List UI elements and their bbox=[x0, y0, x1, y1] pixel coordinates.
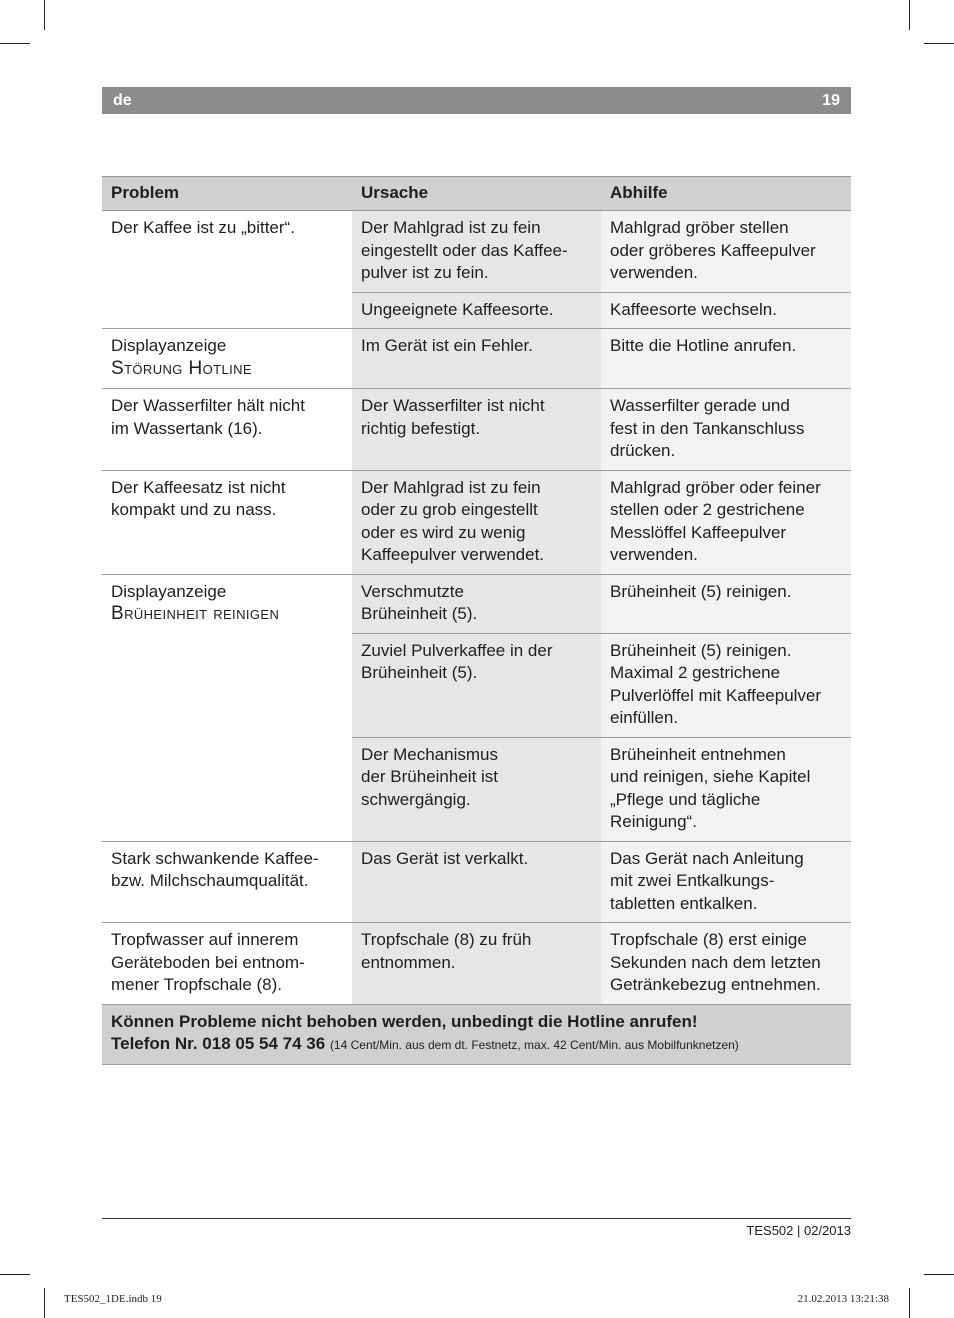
column-header-cause: Ursache bbox=[352, 177, 601, 211]
cause-cell: Das Gerät ist verkalkt. bbox=[352, 841, 601, 923]
page-header bbox=[102, 87, 851, 114]
crop-mark bbox=[0, 1274, 30, 1275]
table-row bbox=[102, 389, 851, 471]
hotline-rates: (14 Cent/Min. aus dem dt. Festnetz, max. 42 Cent/Min. aus Mobilfunknetzen) bbox=[329, 1038, 739, 1052]
troubleshooting-table bbox=[102, 176, 851, 1065]
problem-cell: Der Kaffee ist zu „bitter“. bbox=[102, 211, 352, 329]
cause-cell: Der Wasserfilter ist nicht richtig befestigt. bbox=[352, 389, 601, 471]
language-code: de bbox=[113, 92, 132, 109]
problem-cell: Tropfwasser auf innerem Geräteboden bei entnom- mener Tropfschale (8). bbox=[102, 923, 352, 1005]
problem-cell: Der Kaffeesatz ist nicht kompakt und zu nass. bbox=[102, 470, 352, 574]
remedy-cell: Kaffeesorte wechseln. bbox=[601, 292, 851, 329]
cause-cell: Der Mechanismus der Brüheinheit ist schwergängig. bbox=[352, 737, 601, 841]
footer-rule bbox=[102, 1218, 851, 1219]
problem-cell bbox=[102, 329, 352, 389]
document-reference: TES502 | 02/2013 bbox=[746, 1223, 851, 1238]
hotline-note bbox=[102, 1004, 851, 1064]
hotline-row bbox=[102, 1004, 851, 1064]
crop-mark bbox=[0, 43, 30, 44]
table-row bbox=[102, 211, 851, 293]
column-header-problem: Problem bbox=[102, 177, 352, 211]
remedy-cell: Wasserfilter gerade und fest in den Tankanschluss drücken. bbox=[601, 389, 851, 471]
crop-mark bbox=[909, 1288, 910, 1318]
table-row bbox=[102, 329, 851, 389]
crop-mark bbox=[924, 43, 954, 44]
cause-cell: Verschmutzte Brüheinheit (5). bbox=[352, 574, 601, 633]
remedy-cell: Brüheinheit (5) reinigen. bbox=[601, 574, 851, 633]
table-row bbox=[102, 841, 851, 923]
table-header-row bbox=[102, 177, 851, 211]
remedy-cell: Mahlgrad gröber oder feiner stellen oder 2 gestrichene Messlöffel Kaffeepulver verwenden. bbox=[601, 470, 851, 574]
cause-cell: Ungeeignete Kaffeesorte. bbox=[352, 292, 601, 329]
cause-cell: Im Gerät ist ein Fehler. bbox=[352, 329, 601, 389]
problem-cell: Stark schwankende Kaffee- bzw. Milchschaumqualität. bbox=[102, 841, 352, 923]
table-row bbox=[102, 574, 851, 633]
cause-cell: Der Mahlgrad ist zu fein oder zu grob eingestellt oder es wird zu wenig Kaffeepulver verwendet. bbox=[352, 470, 601, 574]
cause-cell: Der Mahlgrad ist zu fein eingestellt oder das Kaffee- pulver ist zu fein. bbox=[352, 211, 601, 293]
remedy-cell: Tropfschale (8) erst einige Sekunden nach dem letzten Getränkebezug entnehmen. bbox=[601, 923, 851, 1005]
print-slug-timestamp: 21.02.2013 13:21:38 bbox=[797, 1293, 889, 1305]
column-header-remedy: Abhilfe bbox=[601, 177, 851, 211]
problem-cell: Der Wasserfilter hält nicht im Wassertank (16). bbox=[102, 389, 352, 471]
display-message: Brüheinheit reinigen bbox=[111, 603, 280, 624]
display-message: Störung Hotline bbox=[111, 357, 252, 379]
remedy-cell: Brüheinheit entnehmen und reinigen, siehe Kapitel „Pflege und tägliche Reinigung“. bbox=[601, 737, 851, 841]
print-slug-file: TES502_1DE.indb 19 bbox=[64, 1293, 162, 1305]
page-number: 19 bbox=[822, 92, 840, 109]
cause-cell: Tropfschale (8) zu früh entnommen. bbox=[352, 923, 601, 1005]
crop-mark bbox=[909, 0, 910, 30]
problem-label: Displayanzeige bbox=[111, 336, 227, 355]
crop-mark bbox=[44, 1288, 45, 1318]
table-row bbox=[102, 923, 851, 1005]
problem-cell bbox=[102, 574, 352, 841]
remedy-cell: Mahlgrad gröber stellen oder gröberes Kaffeepulver verwenden. bbox=[601, 211, 851, 293]
crop-mark bbox=[44, 0, 45, 30]
remedy-cell: Das Gerät nach Anleitung mit zwei Entkalkungs- tabletten entkalken. bbox=[601, 841, 851, 923]
crop-mark bbox=[924, 1274, 954, 1275]
cause-cell: Zuviel Pulverkaffee in der Brüheinheit (5). bbox=[352, 633, 601, 737]
remedy-cell: Brüheinheit (5) reinigen. Maximal 2 gestrichene Pulverlöffel mit Kaffeepulver einfüllen. bbox=[601, 633, 851, 737]
problem-label: Displayanzeige bbox=[111, 581, 227, 601]
hotline-phone: Telefon Nr. 018 05 54 74 36 bbox=[111, 1034, 326, 1053]
remedy-cell: Bitte die Hotline anrufen. bbox=[601, 329, 851, 389]
hotline-instruction: Können Probleme nicht behoben werden, unbedingt die Hotline anrufen! bbox=[111, 1011, 698, 1031]
table-row bbox=[102, 470, 851, 574]
